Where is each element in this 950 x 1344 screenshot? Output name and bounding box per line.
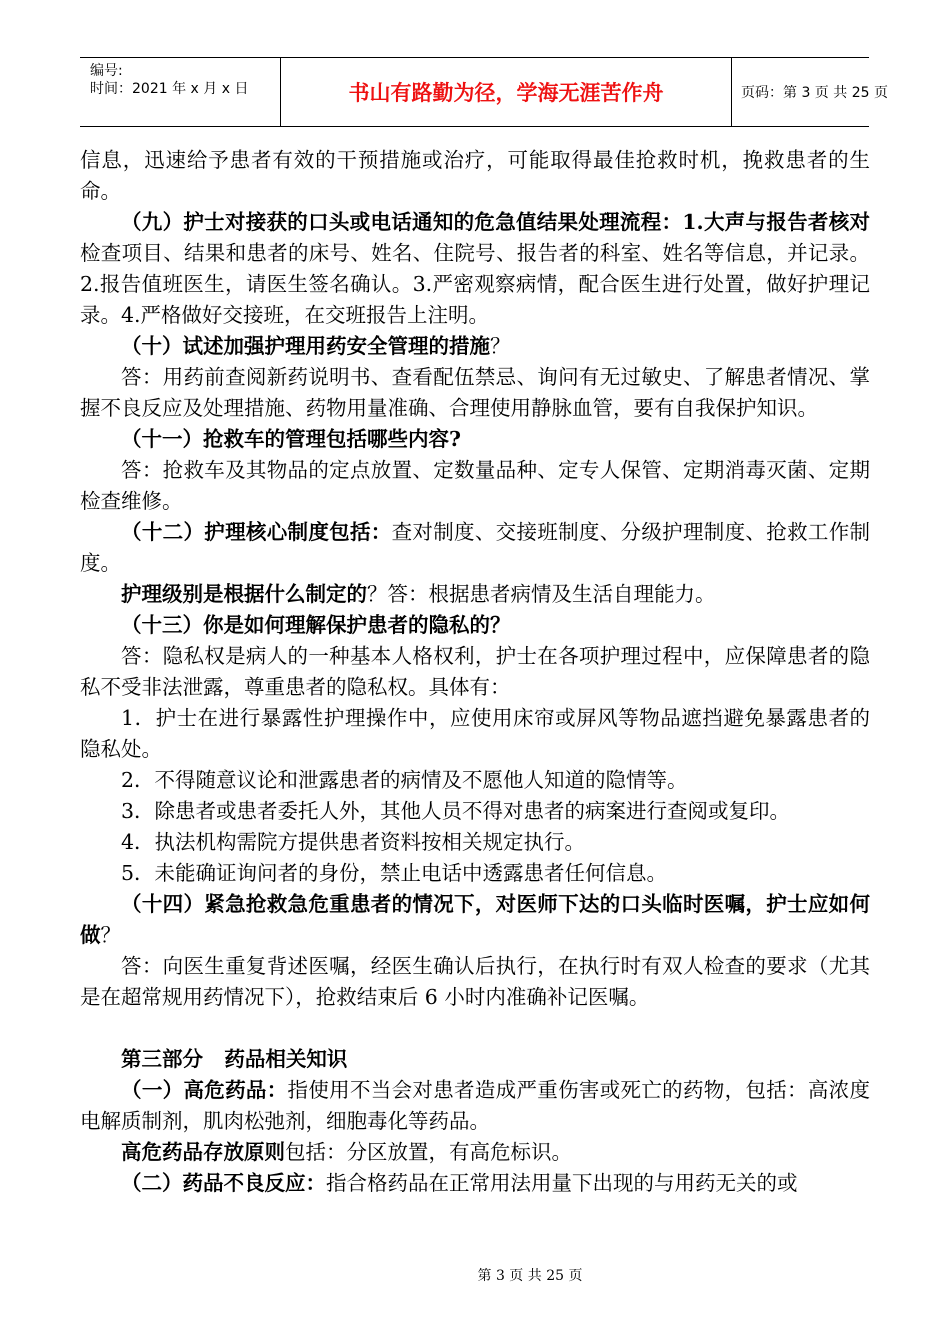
paragraph-heading: （十二）护理核心制度包括： <box>121 520 392 544</box>
paragraph-heading: 高危药品存放原则 <box>121 1140 285 1164</box>
answer-paragraph: 答：抢救车及其物品的定点放置、定数量品种、定专人保管、定期消毒灭菌、定期检查维修。 <box>80 458 870 513</box>
document-body <box>80 145 870 1199</box>
header-motto-cell <box>280 58 732 126</box>
section-title: 第三部分 药品相关知识 <box>121 1047 348 1071</box>
answer-paragraph: 答：用药前查阅新药说明书、查看配伍禁忌、询问有无过敏史、了解患者情况、掌握不良反应及处理措施、药物用量准确、合理使用静脉血管，要有自我保护知识。 <box>80 365 870 420</box>
paragraph-text: 检查项目、结果和患者的床号、姓名、住院号、报告者的科室、姓名等信息，并记录。2.报告值班医生，请医生签名确认。3.严密观察病情，配合医生进行处置，做好护理记录。4.严格做好交接班，在交班报告上注明。 <box>80 241 870 327</box>
paragraph-text: 指使用不当会对患者造成严重伤害或死亡的药物，包括：高浓度电解质制剂，肌肉松弛剂，细胞毒化等药品。 <box>80 1078 870 1133</box>
question-mark: ？ <box>490 334 511 358</box>
adverse-reaction-paragraph <box>80 1168 870 1199</box>
question-verbal-order <box>80 889 870 951</box>
answer-paragraph: 答：隐私权是病人的一种基本人格权利，护士在各项护理过程中，应保障患者的隐私不受非法泄露，尊重患者的隐私权。具体有： <box>80 644 870 699</box>
storage-principle-paragraph <box>80 1137 870 1168</box>
page-footer: 第 3 页 共 25 页 <box>477 1268 583 1284</box>
answer-paragraph: 答：向医生重复背述医嘱，经医生确认后执行，在执行时有双人检查的要求（尤其是在超常规用药情况下），抢救结束后 6 小时内准确补记医嘱。 <box>80 954 870 1009</box>
nursing-level-paragraph <box>80 579 870 610</box>
paragraph-heading: （九）护士对接获的口头或电话通知的危急值结果处理流程：1.大声与报告者核对 <box>121 210 870 234</box>
paragraph-text: 包括：分区放置，有高危标识。 <box>285 1140 572 1164</box>
list-item: 3．除患者或患者委托人外，其他人员不得对患者的病案进行查阅或复印。 <box>121 799 791 823</box>
paragraph: 信息，迅速给予患者有效的干预措施或治疗，可能取得最佳抢救时机，挽救患者的生命。 <box>80 148 870 203</box>
question-heading: （十）试述加强护理用药安全管理的措施 <box>121 334 490 358</box>
header-motto: 书山有路勤为径，学海无涯苦作舟 <box>348 81 664 105</box>
paragraph-text: ？答：根据患者病情及生活自理能力。 <box>367 582 716 606</box>
page-info: 页码：第 3 页 共 25 页 <box>741 85 888 101</box>
paragraph-heading: 护理级别是根据什么制定的 <box>121 582 367 606</box>
header-right-cell <box>731 58 888 126</box>
list-item: 5．未能确证询问者的身份，禁止电话中透露患者任何信息。 <box>121 861 668 885</box>
page-header <box>80 57 888 127</box>
paragraph-text: 指合格药品在正常用法用量下出现的与用药无关的或 <box>326 1171 798 1195</box>
question-heading: （十四）紧急抢救急危重患者的情况下，对医师下达的口头临时医嘱，护士应如何做 <box>80 892 870 947</box>
paragraph-heading: （一）高危药品： <box>121 1078 288 1102</box>
core-system-paragraph <box>80 517 870 579</box>
paragraph-heading: （二）药品不良反应： <box>121 1171 326 1195</box>
blank-line <box>80 1013 870 1044</box>
header-left-cell <box>80 58 280 126</box>
paragraph-text: 查对制度、交接班制度、分级护理制度、抢救工作制度。 <box>80 520 871 575</box>
paragraph-critical-value-process <box>80 207 870 331</box>
high-risk-drug-paragraph <box>80 1075 870 1137</box>
doc-number-label: 编号: <box>90 63 123 79</box>
question-mark: ？ <box>100 923 121 947</box>
list-item: 4．执法机构需院方提供患者资料按相关规定执行。 <box>121 830 586 854</box>
list-item: 1．护士在进行暴露性护理操作中，应使用床帘或屏风等物品遮挡避免暴露患者的隐私处。 <box>80 706 870 761</box>
list-item: 2．不得随意议论和泄露患者的病情及不愿他人知道的隐情等。 <box>121 768 688 792</box>
question-rescue-cart: （十一）抢救车的管理包括哪些内容? <box>121 427 462 451</box>
question-drug-safety <box>80 331 870 362</box>
question-privacy: （十三）你是如何理解保护患者的隐私的？ <box>121 613 511 637</box>
time-label: 时间：2021 年 x 月 x 日 <box>90 81 249 97</box>
